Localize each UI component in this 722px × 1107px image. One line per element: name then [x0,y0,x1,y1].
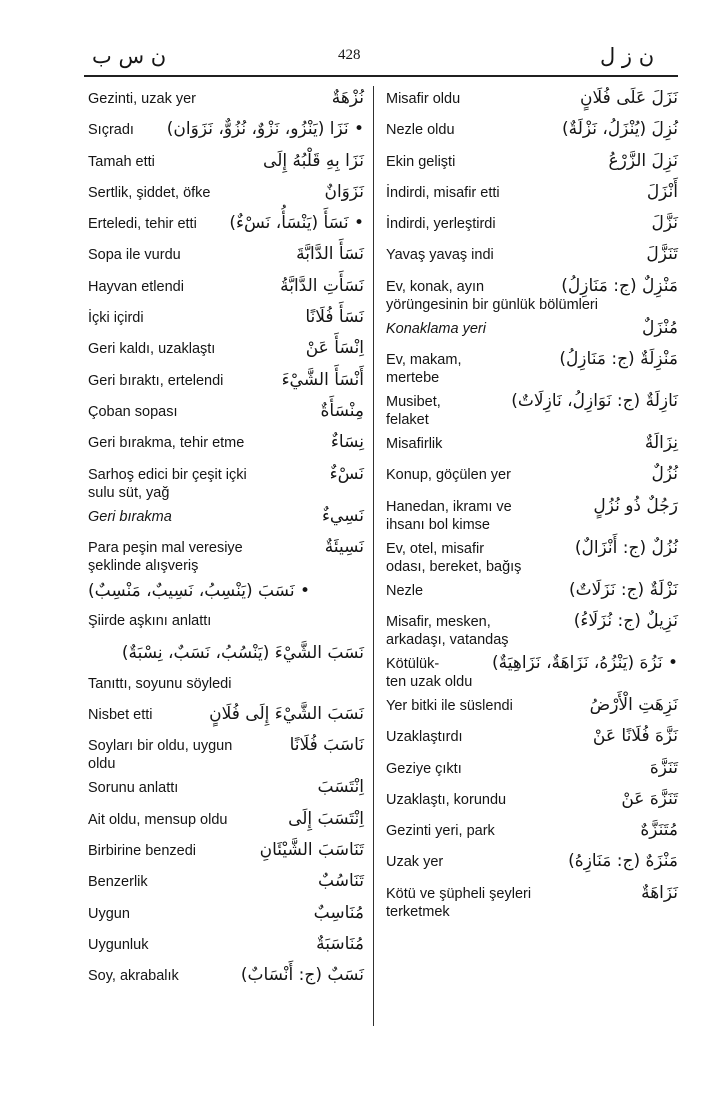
turkish-meaning-continued: sulu süt, yağ [88,484,170,501]
arabic-headword: اِنْتَسَبَ إِلَى [288,808,364,829]
dictionary-entry [88,178,364,209]
arabic-headword: تَنَزَّهَ عَنْ [621,788,678,809]
arabic-headword: مَنْزِلٌ (ج: مَنَازِلُ) [561,275,678,296]
arabic-headword: نَاسَبَ فُلَانًا [289,735,364,756]
turkish-meaning: Benzerlik [88,874,148,891]
turkish-meaning: Geri kaldı, uzaklaştı [88,341,216,358]
header-left-letters: ن س ب [92,44,167,68]
arabic-headword: نَزِلَ الزَّرْعُ [608,150,678,171]
arabic-headword: مَنْزَهٌ (ج: مَنَازِهُ) [568,851,678,872]
arabic-headword: مَنْزِلَةٌ (ج: مَنَازِلُ) [559,349,678,370]
turkish-meaning: Geziye çıktı [386,760,462,777]
turkish-meaning: Çoban sopası [88,403,178,420]
turkish-meaning: Kötülük- [386,655,440,672]
dictionary-entry [386,785,678,816]
arabic-headword: نَزَاهَةٌ [641,882,678,903]
header-rule [84,75,678,77]
arabic-headword: مُتَنَزَّهٌ [640,820,678,841]
arabic-headword: نَزَا بِهِ قَلْبُهُ إِلَى [263,150,364,171]
turkish-meaning: Uzaklaştı, korundu [386,791,507,808]
dictionary-entry [88,930,364,961]
dictionary-entry [88,272,364,303]
dictionary-entry [88,334,364,365]
turkish-meaning: Kötü ve şüpheli şeyleri [386,885,532,902]
turkish-meaning: Geri bırakma, tehir etme [88,435,245,452]
dictionary-entry [386,847,678,878]
arabic-headword: نَسِيءٌ [321,505,364,526]
dictionary-entry [386,754,678,785]
turkish-meaning: Sarhoş edici bir çeşit içki [88,466,247,483]
turkish-meaning: Soy, akrabalık [88,968,179,985]
arabic-headword: أَنْزَلَ [646,181,678,202]
arabic-headword: نَسْءٌ [329,463,364,484]
dictionary-entry [88,303,364,334]
turkish-meaning: Erteledi, tehir etti [88,216,197,233]
dictionary-entry [88,502,364,533]
dictionary-entry [386,272,678,314]
arabic-headword: رَجُلٌ ذُو نُزُلٍ [593,495,678,516]
arabic-headword: نَزِيلٌ (ج: نُزَلَاءُ) [573,610,678,631]
turkish-meaning-continued: yörüngesinin bir günlük bölümleri [386,296,598,313]
turkish-meaning: İndirdi, yerleştirdi [386,216,496,233]
dictionary-entry [386,240,678,271]
arabic-headword: نُزُلٌ (ج: أَنْزَالٌ) [574,537,678,558]
arabic-headword: نَسِيئَةٌ [324,536,364,557]
right-column [386,84,678,921]
turkish-meaning-continued: arkadaşı, vatandaş [386,631,509,648]
turkish-meaning: Hanedan, ikramı ve [386,498,512,515]
dictionary-entry [88,773,364,804]
turkish-meaning: Uygun [88,905,130,922]
turkish-meaning: Nezle [386,582,424,599]
arabic-headword: اِنْسَأَ عَنْ [305,338,364,359]
turkish-meaning: Soyları bir oldu, uygun [88,738,233,755]
arabic-headword: نَازِلَةٌ (ج: نَوَازِلُ، نَازِلَاتٌ) [511,391,678,412]
turkish-meaning: Misafir, mesken, [386,613,491,630]
arabic-headword: • نَسَبَ (يَنْسِبُ، نَسِيبٌ، مَنْسِبٌ) [88,580,311,601]
turkish-meaning: Konup, göçülen yer [386,467,511,484]
dictionary-entry [88,428,364,459]
arabic-headword: • نَزُهَ (يَنْزُهُ، نَزَاهَةٌ، نَزَاهِيَةٌ) [491,652,678,673]
turkish-meaning-continued: şeklinde alışveriş [88,557,199,574]
turkish-meaning: Sıçradı [88,122,134,139]
dictionary-entry [386,492,678,534]
arabic-headword: نُزْهَةٌ [331,88,364,108]
arabic-headword: نَسَبَ الشَّيْءَ (يَنْسُبُ، نَسَبٌ، نِسْبَةٌ) [121,643,364,664]
turkish-meaning: Ait oldu, mensup oldu [88,811,228,828]
turkish-meaning-continued: ten uzak oldu [386,673,473,690]
dictionary-entry [386,387,678,429]
arabic-headword: نَزَلَ عَلَى فُلَانٍ [580,88,678,108]
turkish-meaning: Ekin gelişti [386,153,456,170]
arabic-headword: تَنَزَّهَ [649,757,678,778]
turkish-meaning: Ev, otel, misafir [386,540,485,557]
arabic-headword: نَزَّهَ فُلَانًا عَنْ [592,726,678,747]
dictionary-entry [88,115,364,146]
dictionary-entry [88,209,364,240]
arabic-headword: تَنَزَّلَ [646,244,678,265]
turkish-meaning: Nisbet etti [88,707,153,724]
turkish-meaning: Musibet, [386,394,441,411]
turkish-meaning: Sopa ile vurdu [88,247,181,264]
turkish-meaning: Konaklama yeri [386,320,486,337]
turkish-meaning: Uzaklaştırdı [386,729,463,746]
arabic-headword: نَسَبَ الشَّيْءَ إِلَى فُلَانٍ [209,704,364,725]
dictionary-entry [386,534,678,576]
dictionary-entry [386,209,678,240]
dictionary-entry [88,397,364,428]
turkish-meaning: Şiirde aşkını anlattı [88,613,212,630]
turkish-meaning: Sertlik, şiddet, öfke [88,184,211,201]
turkish-meaning: Geri bırakma [88,508,172,525]
turkish-meaning-continued: terketmek [386,903,450,920]
dictionary-entry [386,576,678,607]
turkish-meaning: Misafirlik [386,436,443,453]
arabic-headword: أَنْسَأَ الشَّيْءَ [281,369,364,390]
dictionary-entry [386,147,678,178]
dictionary-entry [88,637,364,668]
dictionary-entry [386,460,678,491]
dictionary-entry [88,961,364,992]
dictionary-entry [88,669,364,700]
turkish-meaning: Gezinti yeri, park [386,823,495,840]
turkish-meaning: Uygunluk [88,936,149,953]
arabic-headword: • نَزَا (يَنْزُو، نَزْوٌ، نُزُوٌّ، نَزَوَان) [166,119,364,140]
dictionary-entry [386,84,678,115]
arabic-headword: نَزَّلَ [651,213,678,234]
arabic-headword: نَزْلَةٌ (ج: نَزَلَاتٌ) [569,579,678,600]
arabic-headword: نِسَاءٌ [330,432,364,453]
turkish-meaning-continued: felaket [386,412,429,429]
dictionary-entry [88,575,364,606]
dictionary-entry [88,366,364,397]
turkish-meaning: Ev, makam, [386,352,462,369]
turkish-meaning: Gezinti, uzak yer [88,91,196,107]
dictionary-entry [88,700,364,731]
arabic-headword: مُنَاسَبَةٌ [316,933,364,954]
dictionary-entry [88,460,364,502]
dictionary-entry [88,606,364,637]
dictionary-entry [88,533,364,575]
turkish-meaning: İçki içirdi [88,310,144,327]
turkish-meaning: Yer bitki ile süslendi [386,697,513,714]
arabic-headword: تَنَاسَبَ الشَّيْئَانِ [259,839,364,860]
arabic-headword: نَسَأَتِ الدَّابَّةُ [280,275,364,296]
arabic-headword: نَسَأَ الدَّابَّةَ [296,244,364,265]
turkish-meaning: Yavaş yavaş indi [386,247,494,264]
arabic-headword: اِنْتَسَبَ [317,777,364,798]
dictionary-entry [386,314,678,345]
dictionary-entry [386,607,678,649]
dictionary-entry [88,147,364,178]
arabic-headword: مُنْزَلٌ [642,317,678,338]
arabic-headword: مِنْسَأَةٌ [320,400,364,421]
dictionary-entry [386,816,678,847]
arabic-headword: مُنَاسِبٌ [313,902,364,923]
dictionary-entry [386,722,678,753]
column-separator [373,86,374,1026]
dictionary-entry [88,240,364,271]
turkish-meaning-continued: oldu [88,756,116,773]
arabic-headword: نِزَالَةٌ [644,433,678,454]
dictionary-entry [386,879,678,921]
page-number: 428 [338,47,361,63]
left-column [88,84,364,992]
dictionary-entry [386,691,678,722]
dictionary-entry [88,805,364,836]
turkish-meaning: İndirdi, misafir etti [386,184,500,201]
turkish-meaning-continued: mertebe [386,370,440,387]
turkish-meaning: Hayvan etlendi [88,278,184,295]
dictionary-entry [386,178,678,209]
arabic-headword: نَزَوَانٌ [324,181,364,202]
turkish-meaning: Tamah etti [88,153,155,170]
dictionary-entry [88,836,364,867]
arabic-headword: نُزُلٌ [651,464,678,485]
turkish-meaning: Tanıttı, soyunu söyledi [88,675,232,692]
turkish-meaning: Ev, konak, ayın [386,278,485,295]
turkish-meaning: Geri bıraktı, ertelendi [88,372,224,389]
dictionary-entry [386,649,678,691]
turkish-meaning: Birbirine benzedi [88,842,197,859]
arabic-headword: نَزِهَتِ الْأَرْضُ [589,694,678,715]
turkish-meaning: Uzak yer [386,854,444,871]
turkish-meaning-continued: ihsanı bol kimse [386,516,490,533]
arabic-headword: نُزِلَ (يُنْزَلُ، نَزْلَةٌ) [561,119,678,140]
header-right-letters: ن ز ل [600,44,655,68]
dictionary-entry [386,345,678,387]
dictionary-entry [88,899,364,930]
turkish-meaning: Nezle oldu [386,122,455,139]
turkish-meaning: Misafir oldu [386,91,461,107]
dictionary-entry [88,731,364,773]
turkish-meaning: Sorunu anlattı [88,780,179,797]
dictionary-entry [386,429,678,460]
arabic-headword: نَسَبٌ (ج: أَنْسَابٌ) [240,965,364,986]
arabic-headword: نَسَأَ فُلَانًا [305,307,364,328]
turkish-meaning: Para peşin mal veresiye [88,539,243,556]
dictionary-entry [88,867,364,898]
arabic-headword: تَنَاسُبٌ [318,871,364,892]
turkish-meaning-continued: odası, bereket, bağış [386,558,522,575]
dictionary-entry [88,84,364,115]
dictionary-entry [386,115,678,146]
arabic-headword: • نَسَأَ (يَنْسَأُ، نَسْءٌ) [229,213,364,234]
